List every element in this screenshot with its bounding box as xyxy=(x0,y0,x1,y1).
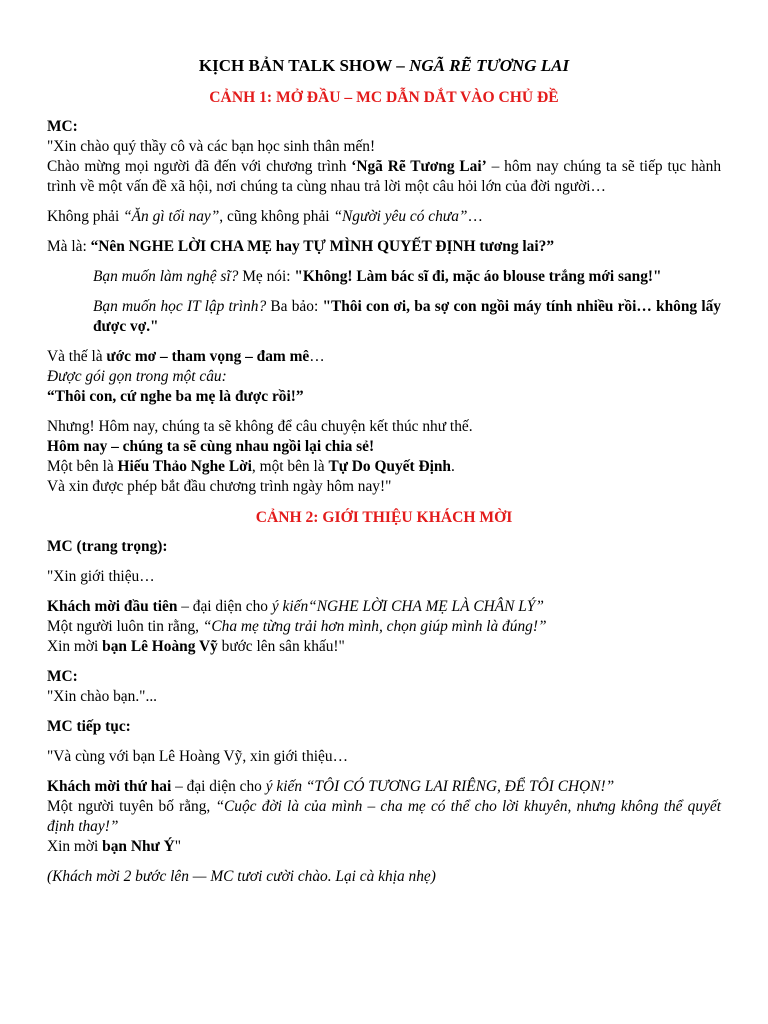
script-document xyxy=(47,54,721,887)
mc-continue-label: MC tiếp tục: xyxy=(47,718,131,735)
welcome-paragraph: Chào mừng mọi người đã đến với chương trình ‘Ngã Rẽ Tương Lai’ – hôm nay chúng ta sẽ tiếp tục hành trình về một vấn đề xã hội, nơi chúng ta cùng nhau trả lời một câu hỏi lớn của đời người… xyxy=(47,158,722,195)
two-sides-line: Một bên là Hiếu Thảo Nghe Lời, một bên là Tự Do Quyết Định. xyxy=(47,458,455,475)
scene-1-heading: CẢNH 1: MỞ ĐẦU – MC DẪN DẮT VÀO CHỦ ĐỀ xyxy=(209,89,559,106)
speaker-label: MC: xyxy=(47,118,78,135)
intro-line: "Xin giới thiệu… xyxy=(47,568,155,585)
stage-note: (Khách mời 2 bước lên — MC tươi cười chào. Lại cà khịa nhẹ) xyxy=(47,868,436,885)
guest-1-belief: Một người luôn tin rằng, “Cha mẹ từng trải hơn mình, chọn giúp mình là đúng!” xyxy=(47,618,547,635)
but-today-line: Nhưng! Hôm nay, chúng ta sẽ không để câu chuyện kết thúc như thế. xyxy=(47,418,473,435)
begin-line: Và xin được phép bắt đầu chương trình ngày hôm nay!" xyxy=(47,478,392,495)
guest-1-line: Khách mời đầu tiên – đại diện cho ý kiến“NGHE LỜI CHA MẸ LÀ CHÂN LÝ” xyxy=(47,598,544,615)
today-bold-line: Hôm nay – chúng ta sẽ cùng nhau ngồi lại chia sẻ! xyxy=(47,438,375,455)
dream-line: Và thế là ước mơ – tham vọng – đam mê… xyxy=(47,348,325,365)
guest-1-invite: Xin mời bạn Lê Hoàng Vỹ bước lên sân khấu!" xyxy=(47,638,345,655)
scene-2-heading: CẢNH 2: GIỚI THIỆU KHÁCH MỜI xyxy=(255,509,513,526)
wrapped-line: Được gói gọn trong một câu: xyxy=(47,368,227,385)
example-it: Bạn muốn học IT lập trình? Ba bảo: "Thôi con ơi, ba sợ con ngồi máy tính nhiều rồi… không lấy được vợ." xyxy=(93,298,721,335)
example-artist: Bạn muốn làm nghệ sĩ? Mẹ nói: "Không! Làm bác sĩ đi, mặc áo blouse trắng mới sang!" xyxy=(93,268,662,285)
document-title: KỊCH BẢN TALK SHOW – NGÃ RẼ TƯƠNG LAI xyxy=(198,56,570,75)
guest-2-belief: Một người tuyên bố rằng, “Cuộc đời là của mình – cha mẹ có thể cho lời khuyên, nhưng không thể quyết định thay!” xyxy=(47,798,722,835)
parents-quote: “Thôi con, cứ nghe ba mẹ là được rồi!” xyxy=(47,388,304,405)
main-question-line: Mà là: “Nên NGHE LỜI CHA MẸ hay TỰ MÌNH QUYẾT ĐỊNH tương lai?” xyxy=(47,238,555,255)
guest-2-line: Khách mời thứ hai – đại diện cho ý kiến “TÔI CÓ TƯƠNG LAI RIÊNG, ĐỂ TÔI CHỌN!” xyxy=(47,778,615,795)
guest-2-invite: Xin mời bạn Như Ý" xyxy=(47,838,182,855)
mc-next-line: "Và cùng với bạn Lê Hoàng Vỹ, xin giới thiệu… xyxy=(47,748,348,765)
greeting-line: "Xin chào quý thầy cô và các bạn học sinh thân mến! xyxy=(47,138,376,155)
mc-label: MC: xyxy=(47,668,78,685)
speaker-formal-label: MC (trang trọng): xyxy=(47,538,168,555)
mc-hello-line: "Xin chào bạn."... xyxy=(47,688,158,705)
not-this-line: Không phải “Ăn gì tối nay”, cũng không phải “Người yêu có chưa”… xyxy=(47,208,483,225)
